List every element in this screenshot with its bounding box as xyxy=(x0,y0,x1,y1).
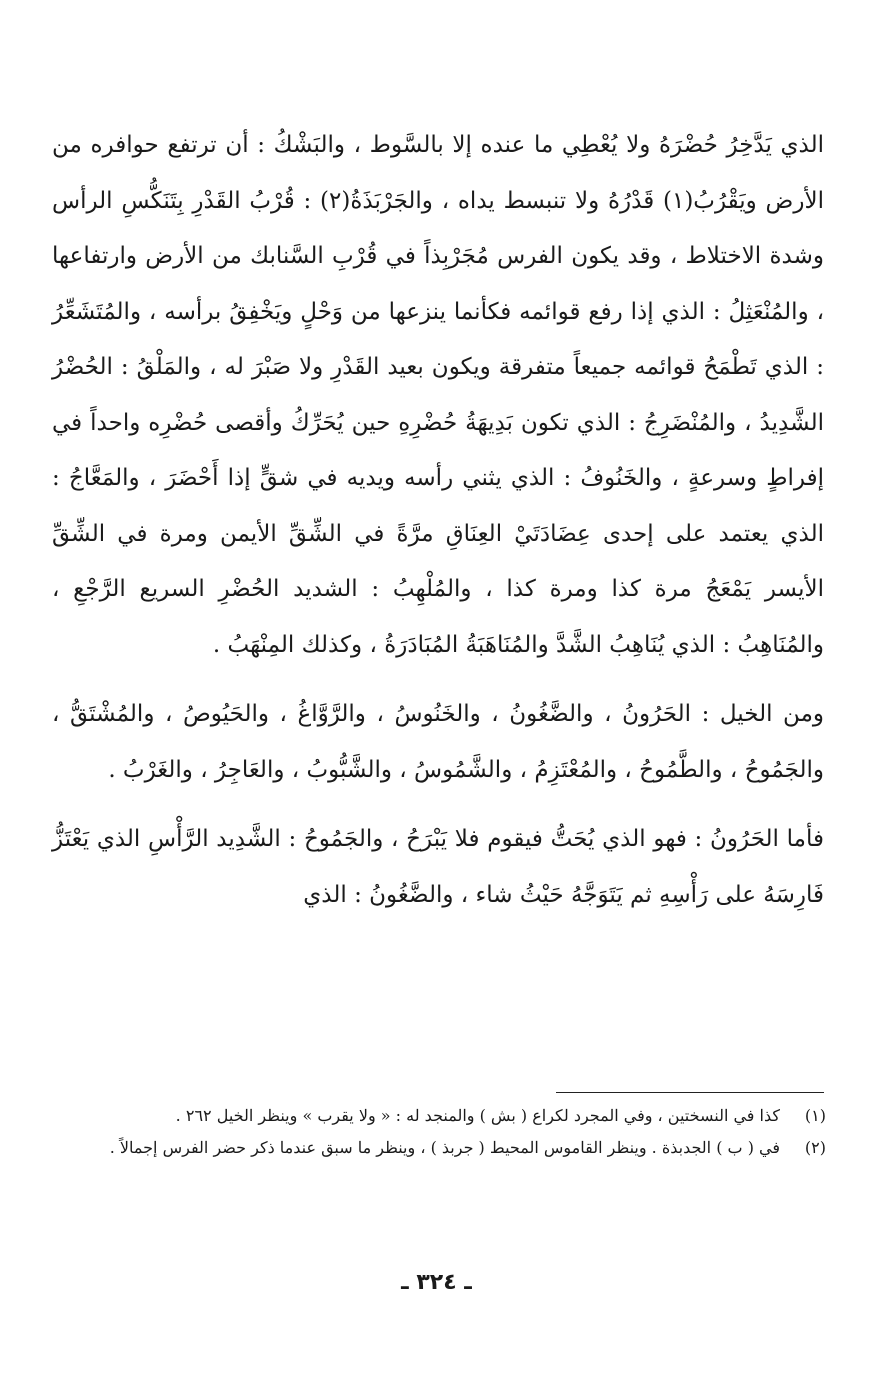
paragraph-gaits: الذي يَدَّخِرُ حُضْرَهُ ولا يُعْطِي ما عنده إلا بالسَّوط ، والبَشْكُ : أن ترتفع حوافره من الأرض ويَقْرُبُ(١) قَدْرُهُ ولا تنبسط يداه ، والجَرْبَذَةُ(٢) : قُرْبُ القَدْرِ بِتَنَكُّسِ الرأس وشدة الاختلاط ، وقد يكون الفرس مُجَرْبِذاً في قُرْبِ السَّنابك من الأرض وارتفاعها ، والمُنْعَثِلُ : الذي إذا رفع قوائمه فكأنما ينزعها من وَحْلٍ ويَخْفِقُ برأسه ، والمُتَشَعِّرُ : الذي تَطْمَحُ قوائمه جميعاً متفرقة ويكون بعيد القَدْرِ ولا صَبْرَ له ، والمَلْقُ : الحُضْرُ الشَّدِيدُ ، والمُنْضَرِجُ : الذي تكون بَدِيهَةُ حُضْرِهِ حين يُحَرِّكُ وأقصى حُضْرِه واحداً في إفراطٍ وسرعةٍ ، والخَنُوفُ : الذي يثني رأسه ويديه في شقٍّ إذا أَحْضَرَ ، والمَعَّاجُ : الذي يعتمد على إحدى عِضَادَتَيْ العِنَاقِ مرَّةً في الشِّقِّ الأيمن ومرة في الشِّقِّ الأيسر يَمْعَجُ مرة كذا ومرة كذا ، والمُلْهِبُ : الشديد الحُضْرِ السريع الرَّجْعِ ، والمُنَاهِبُ : الذي يُنَاهِبُ الشَّدَّ والمُنَاهَبَةُ المُبَادَرَةُ ، وكذلك المِنْهَبُ . xyxy=(52,132,824,658)
footnote-number: (١) xyxy=(804,1106,826,1125)
footnote-text: في ( ب ) الجدبذة . وينظر القاموس المحيط ( جربذ ) ، وينظر ما سبق عندما ذكر حضر الفرس إجمالاً . xyxy=(109,1138,780,1157)
paragraph-definitions: فأما الحَرُونُ : فهو الذي يُحَتُّ فيقوم فلا يَبْرَحُ ، والجَمُوحُ : الشَّدِيد الرَّأْسِ الذي يَعْتَزُّ فَارِسَهُ على رَأْسِهِ ثم يَتَوَجَّهُ حَيْثُ شاء ، والضَّغُونُ : الذي xyxy=(52,826,824,908)
main-text xyxy=(52,118,824,923)
footnote-1 xyxy=(40,1100,826,1132)
paragraph-horse-types: ومن الخيل : الحَرُونُ ، والضَّغُونُ ، والخَنُوسُ ، والرَّوَّاغُ ، والحَيُوصُ ، والمُشْتَقُّ ، والجَمُوحُ ، والطَّمُوحُ ، والمُعْتَزِمُ ، والشَّمُوسُ ، والشَّبُّوبُ ، والعَاجِرُ ، والغَرْبُ . xyxy=(52,701,824,783)
footnote-2 xyxy=(40,1132,826,1164)
page-number: ـ ٣٢٤ ـ xyxy=(401,1270,472,1295)
footnote-text: كذا في النسختين ، وفي المجرد لكراع ( بش ) والمنجد له : « ولا يقرب » وينظر الخيل ٢٦٢ . xyxy=(175,1106,780,1125)
footnote-number: (٢) xyxy=(804,1138,826,1157)
footnotes xyxy=(40,1100,826,1164)
footnote-divider xyxy=(556,1092,824,1093)
